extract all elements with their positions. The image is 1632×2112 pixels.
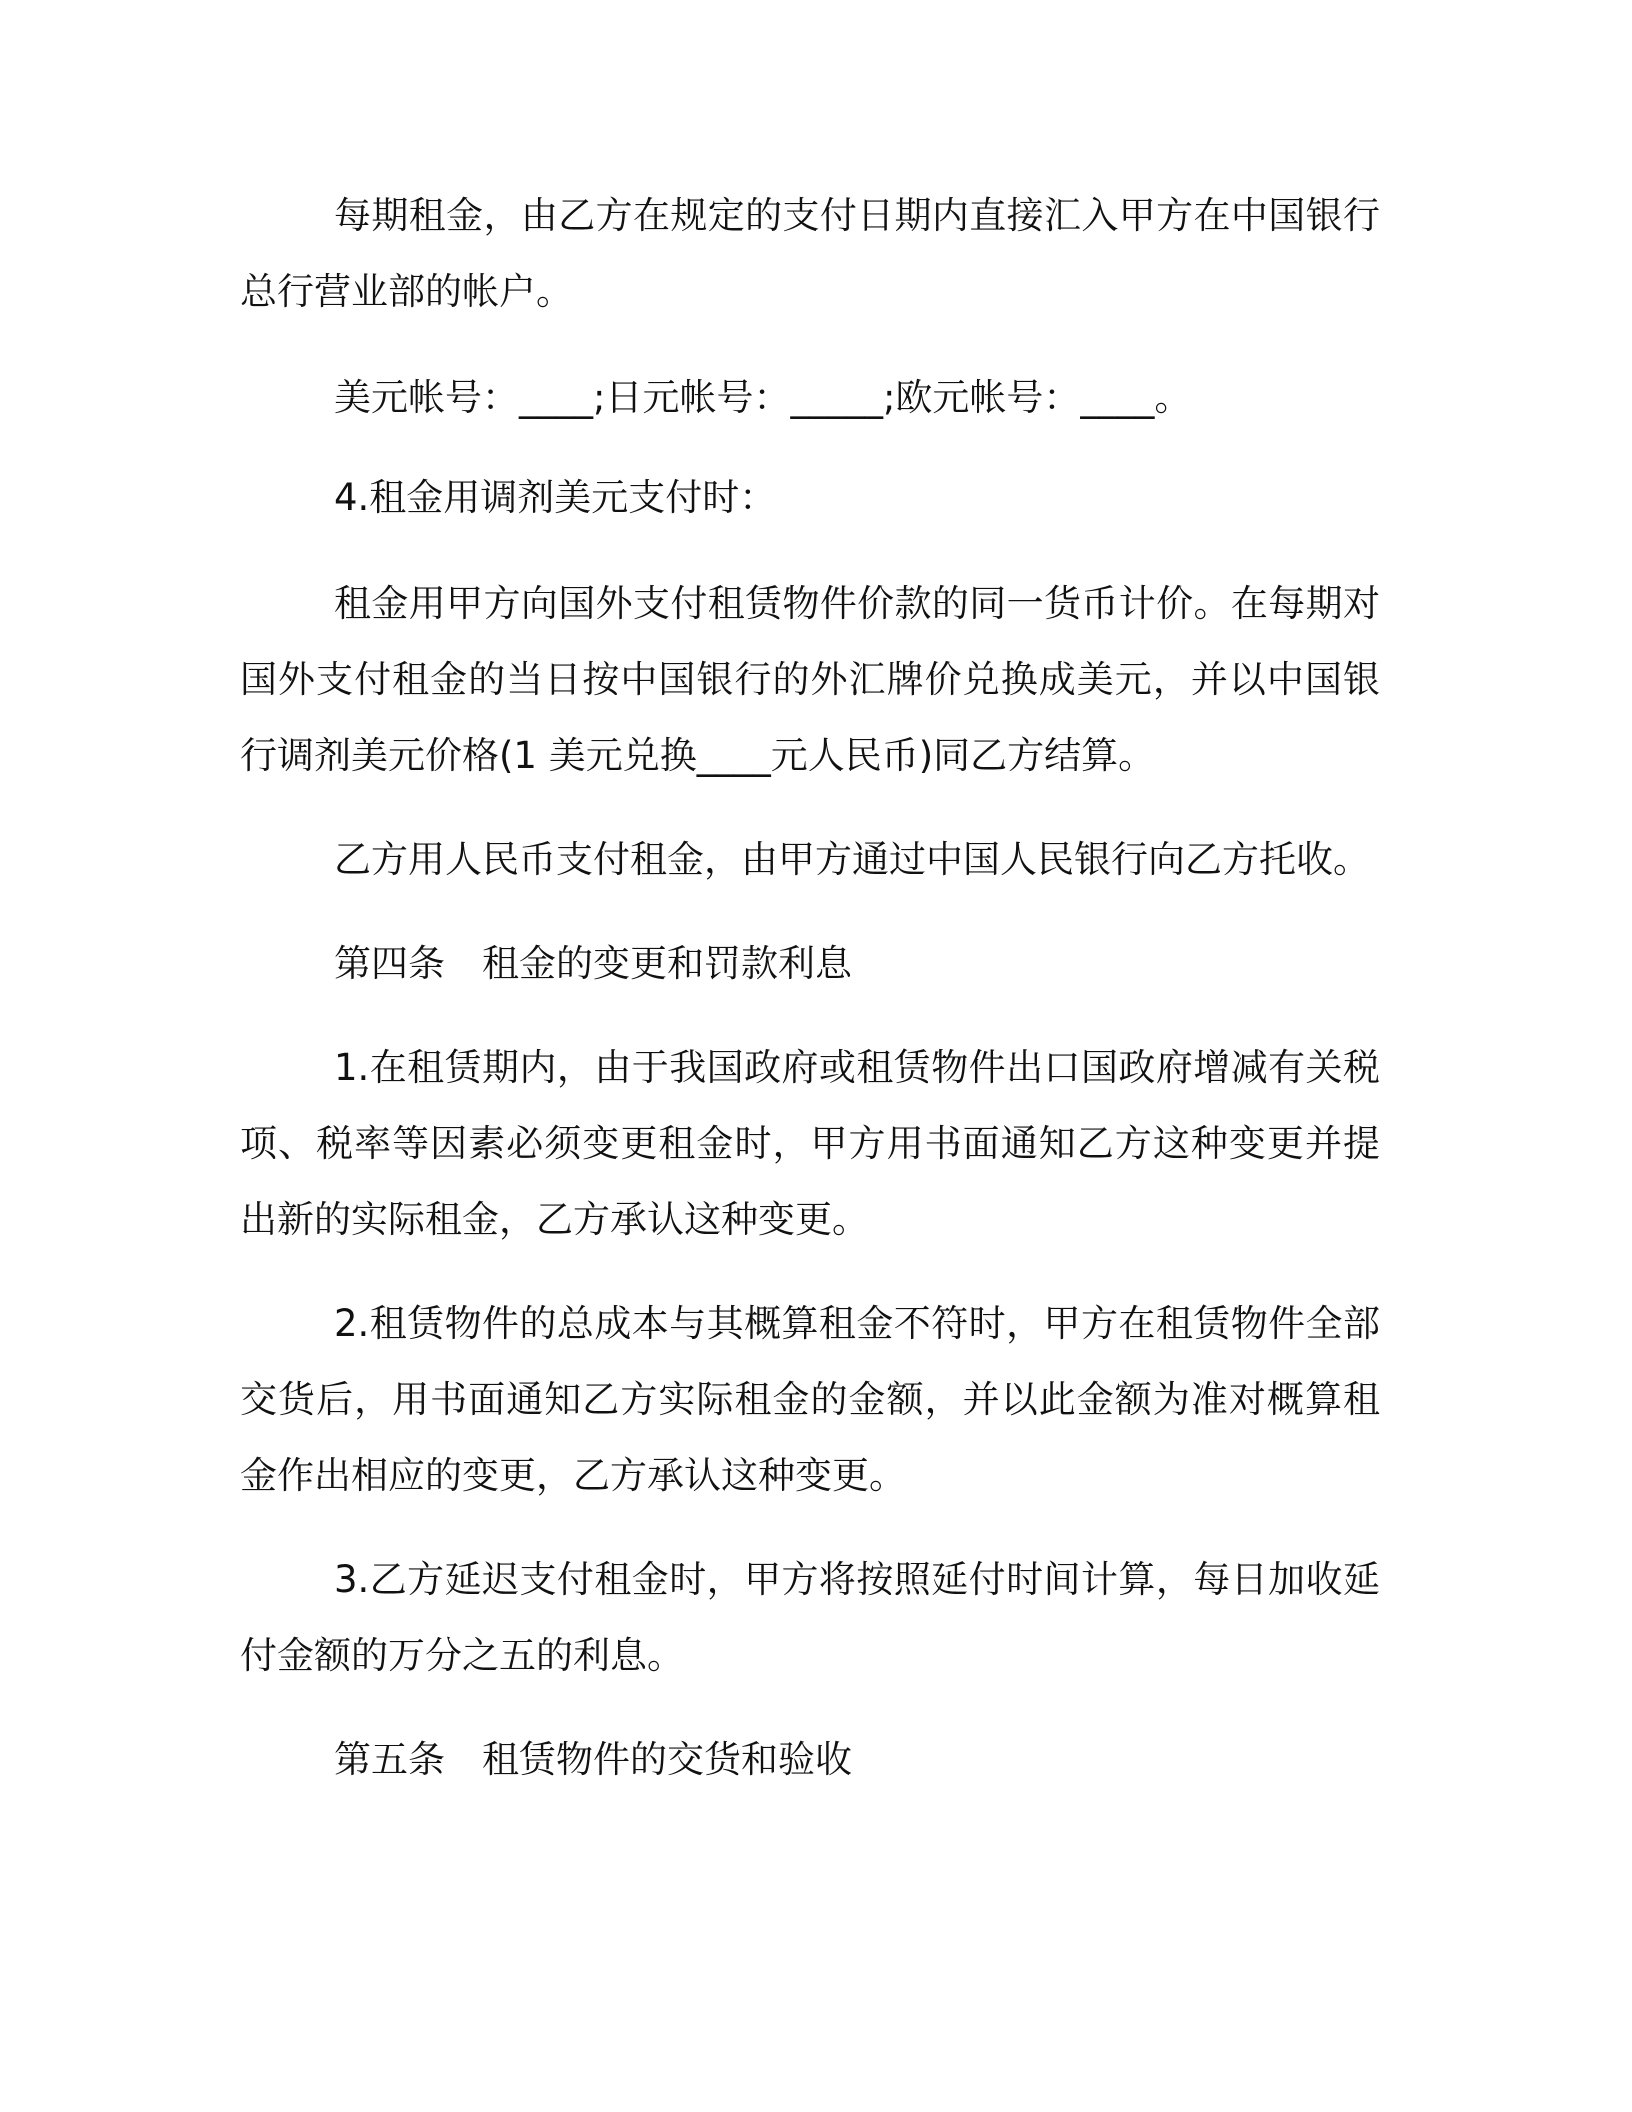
- paragraph-rmb-payment: 乙方用人民币支付租金，由甲方通过中国人民银行向乙方托收。: [334, 838, 1370, 881]
- paragraph-item-4: 4.租金用调剂美元支付时：: [334, 476, 777, 519]
- article-heading-4: 第四条 租金的变更和罚款利息: [334, 942, 852, 985]
- paragraph-account-numbers: 美元帐号：____;日元帐号：_____;欧元帐号：____。: [334, 376, 1192, 419]
- paragraph-payment-remittance: 每期租金，由乙方在规定的支付日期内直接汇入甲方在中国银行总行营业部的帐户。: [240, 194, 1380, 313]
- paragraph-rent-change-1: 1.在租赁期内，由于我国政府或租赁物件出口国政府增减有关税项、税率等因素必须变更租金时，甲方用书面通知乙方这种变更并提出新的实际租金，乙方承认这种变更。: [240, 1046, 1380, 1241]
- paragraph-currency-pricing: 租金用甲方向国外支付租赁物件价款的同一货币计价。在每期对国外支付租金的当日按中国银行的外汇牌价兑换成美元，并以中国银行调剂美元价格(1 美元兑换____元人民币)同乙方结算。: [240, 582, 1380, 777]
- paragraph-rent-change-2: 2.租赁物件的总成本与其概算租金不符时，甲方在租赁物件全部交货后，用书面通知乙方实际租金的金额，并以此金额为准对概算租金作出相应的变更，乙方承认这种变更。: [240, 1302, 1380, 1497]
- article-heading-5: 第五条 租赁物件的交货和验收: [334, 1738, 852, 1781]
- paragraph-late-interest: 3.乙方延迟支付租金时，甲方将按照延付时间计算，每日加收延付金额的万分之五的利息。: [240, 1558, 1380, 1677]
